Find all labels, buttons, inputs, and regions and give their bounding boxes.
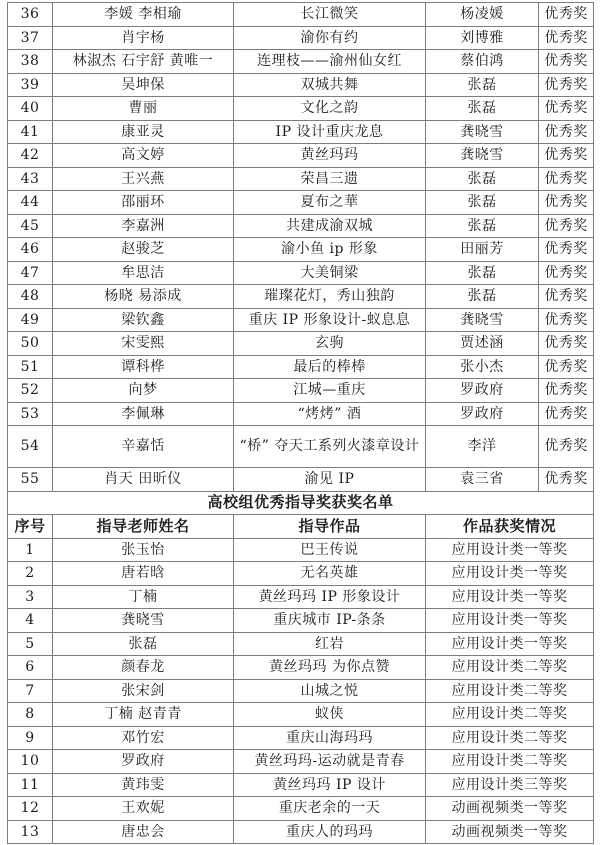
cell-instructor-name: 张磊	[426, 97, 539, 121]
cell-teacher-name: 龚晓雪	[53, 609, 234, 633]
cell-instructor-name: 张磊	[426, 261, 539, 285]
cell-guided-work: 巴王传说	[234, 538, 426, 562]
column-header-teacher-name: 指导老师姓名	[53, 515, 234, 539]
cell-guided-work: 无名英雄	[234, 562, 426, 586]
cell-author-names: 高文婷	[53, 144, 234, 168]
award-winners-table	[7, 2, 594, 844]
cell-instructor-name: 张磊	[426, 167, 539, 191]
cell-award-level: 优秀奖	[539, 379, 594, 403]
cell-author-names: 谭科桦	[53, 355, 234, 379]
cell-work-title: 双城共舞	[234, 73, 426, 97]
table-row	[8, 468, 594, 492]
cell-author-names: 辛嘉恬	[53, 426, 234, 468]
cell-teacher-name: 邓竹宏	[53, 726, 234, 750]
cell-serial-number: 53	[8, 402, 53, 426]
cell-author-names: 林淑杰 石宇舒 黄唯一	[53, 50, 234, 74]
cell-award-level: 优秀奖	[539, 261, 594, 285]
cell-serial-number: 9	[8, 726, 53, 750]
cell-guided-work: 蚁侠	[234, 703, 426, 727]
cell-award-level: 优秀奖	[539, 167, 594, 191]
cell-teacher-name: 黄玮雯	[53, 773, 234, 797]
table-row	[8, 820, 594, 844]
table-row	[8, 609, 594, 633]
cell-guided-work: 重庆城市 IP-条条	[234, 609, 426, 633]
cell-work-title: IP 设计重庆龙息	[234, 120, 426, 144]
cell-serial-number: 54	[8, 426, 53, 468]
cell-award-level: 优秀奖	[539, 355, 594, 379]
cell-teacher-name: 丁楠	[53, 585, 234, 609]
cell-guided-work: 重庆山海玛玛	[234, 726, 426, 750]
cell-instructor-name: 杨凌媛	[426, 3, 539, 27]
cell-work-title: 夏布之華	[234, 191, 426, 215]
cell-award-level: 优秀奖	[539, 26, 594, 50]
cell-award-status: 应用设计类三等奖	[426, 773, 594, 797]
cell-work-title: 文化之韵	[234, 97, 426, 121]
column-header-serial-number: 序号	[8, 515, 53, 539]
cell-teacher-name: 张宋剑	[53, 679, 234, 703]
cell-award-level: 优秀奖	[539, 191, 594, 215]
cell-instructor-name: 贾述涵	[426, 332, 539, 356]
cell-serial-number: 39	[8, 73, 53, 97]
cell-teacher-name: 唐若晗	[53, 562, 234, 586]
cell-serial-number: 41	[8, 120, 53, 144]
cell-work-title: 江城—重庆	[234, 379, 426, 403]
cell-teacher-name: 颜春龙	[53, 656, 234, 680]
table-row	[8, 238, 594, 262]
table-row	[8, 120, 594, 144]
cell-award-status: 应用设计类一等奖	[426, 585, 594, 609]
cell-serial-number: 51	[8, 355, 53, 379]
cell-work-title: 渝你有约	[234, 26, 426, 50]
cell-work-title: 荣昌三遗	[234, 167, 426, 191]
table-row	[8, 214, 594, 238]
cell-award-status: 应用设计类一等奖	[426, 562, 594, 586]
cell-serial-number: 44	[8, 191, 53, 215]
cell-serial-number: 6	[8, 656, 53, 680]
cell-award-level: 优秀奖	[539, 50, 594, 74]
column-header-guided-work: 指导作品	[234, 515, 426, 539]
cell-serial-number: 42	[8, 144, 53, 168]
cell-serial-number: 3	[8, 585, 53, 609]
column-header-award-status: 作品获奖情况	[426, 515, 594, 539]
table-row	[8, 632, 594, 656]
cell-author-names: 康亚灵	[53, 120, 234, 144]
cell-award-status: 应用设计类一等奖	[426, 609, 594, 633]
table-row	[8, 332, 594, 356]
table-row	[8, 355, 594, 379]
table-row	[8, 585, 594, 609]
cell-serial-number: 45	[8, 214, 53, 238]
cell-instructor-name: 罗政府	[426, 402, 539, 426]
cell-serial-number: 48	[8, 285, 53, 309]
cell-serial-number: 10	[8, 750, 53, 774]
cell-serial-number: 2	[8, 562, 53, 586]
table-row	[8, 97, 594, 121]
cell-award-level: 优秀奖	[539, 332, 594, 356]
cell-award-level: 优秀奖	[539, 214, 594, 238]
cell-author-names: 李媛 李相瑜	[53, 3, 234, 27]
cell-guided-work: 重庆老余的一天	[234, 797, 426, 821]
table-row	[8, 308, 594, 332]
cell-serial-number: 40	[8, 97, 53, 121]
cell-instructor-name: 张磊	[426, 214, 539, 238]
cell-award-level: 优秀奖	[539, 120, 594, 144]
cell-serial-number: 55	[8, 468, 53, 492]
cell-serial-number: 38	[8, 50, 53, 74]
table-row	[8, 538, 594, 562]
cell-author-names: 牟思洁	[53, 261, 234, 285]
cell-award-status: 应用设计类一等奖	[426, 538, 594, 562]
cell-author-names: 赵骏芝	[53, 238, 234, 262]
table-row	[8, 285, 594, 309]
table-row	[8, 426, 594, 468]
cell-author-names: 杨晓 易添成	[53, 285, 234, 309]
table-row	[8, 50, 594, 74]
cell-work-title: 渝见 IP	[234, 468, 426, 492]
cell-work-title: “桥” 夺天工系列火漆章设计	[234, 426, 426, 468]
cell-work-title: “烤烤” 酒	[234, 402, 426, 426]
cell-work-title: 黄丝玛玛	[234, 144, 426, 168]
cell-serial-number: 46	[8, 238, 53, 262]
table-row	[8, 167, 594, 191]
cell-serial-number: 8	[8, 703, 53, 727]
cell-award-status: 动画视频类一等奖	[426, 820, 594, 844]
cell-award-level: 优秀奖	[539, 426, 594, 468]
cell-author-names: 李佩琳	[53, 402, 234, 426]
cell-award-level: 优秀奖	[539, 97, 594, 121]
cell-award-status: 应用设计类二等奖	[426, 679, 594, 703]
cell-teacher-name: 张磊	[53, 632, 234, 656]
cell-award-level: 优秀奖	[539, 144, 594, 168]
cell-award-level: 优秀奖	[539, 308, 594, 332]
cell-instructor-name: 田丽芳	[426, 238, 539, 262]
cell-award-level: 优秀奖	[539, 73, 594, 97]
cell-award-status: 动画视频类一等奖	[426, 797, 594, 821]
cell-guided-work: 红岩	[234, 632, 426, 656]
cell-instructor-name: 龚晓雪	[426, 120, 539, 144]
cell-instructor-name: 李洋	[426, 426, 539, 468]
cell-work-title: 连理枝——渝州仙女红	[234, 50, 426, 74]
cell-author-names: 向梦	[53, 379, 234, 403]
cell-instructor-name: 罗政府	[426, 379, 539, 403]
table-row	[8, 750, 594, 774]
cell-serial-number: 52	[8, 379, 53, 403]
cell-serial-number: 43	[8, 167, 53, 191]
cell-serial-number: 5	[8, 632, 53, 656]
cell-serial-number: 1	[8, 538, 53, 562]
cell-award-status: 应用设计类二等奖	[426, 703, 594, 727]
table-row	[8, 379, 594, 403]
cell-guided-work: 黄丝玛玛-运动就是青春	[234, 750, 426, 774]
cell-author-names: 李嘉洲	[53, 214, 234, 238]
cell-serial-number: 49	[8, 308, 53, 332]
cell-serial-number: 4	[8, 609, 53, 633]
cell-teacher-name: 王欢妮	[53, 797, 234, 821]
table-row	[8, 656, 594, 680]
table-row	[8, 73, 594, 97]
cell-work-title: 渝小鱼 ip 形象	[234, 238, 426, 262]
cell-serial-number: 12	[8, 797, 53, 821]
cell-award-level: 优秀奖	[539, 468, 594, 492]
cell-instructor-name: 张磊	[426, 73, 539, 97]
cell-teacher-name: 唐忠会	[53, 820, 234, 844]
cell-author-names: 王兴燕	[53, 167, 234, 191]
cell-guided-work: 黄丝玛玛 IP 设计	[234, 773, 426, 797]
cell-serial-number: 13	[8, 820, 53, 844]
cell-guided-work: 黄丝玛玛 为你点赞	[234, 656, 426, 680]
table-row	[8, 726, 594, 750]
cell-serial-number: 11	[8, 773, 53, 797]
cell-guided-work: 山城之悦	[234, 679, 426, 703]
table-row	[8, 703, 594, 727]
cell-author-names: 梁钦鑫	[53, 308, 234, 332]
table-row	[8, 26, 594, 50]
column-header-row	[8, 515, 594, 539]
section-title: 高校组优秀指导奖获奖名单	[8, 491, 594, 515]
cell-instructor-name: 龚晓雪	[426, 144, 539, 168]
cell-work-title: 最后的棒棒	[234, 355, 426, 379]
cell-serial-number: 50	[8, 332, 53, 356]
cell-instructor-name: 张磊	[426, 285, 539, 309]
cell-author-names: 宋雯熙	[53, 332, 234, 356]
table-row	[8, 261, 594, 285]
cell-award-level: 优秀奖	[539, 402, 594, 426]
cell-award-level: 优秀奖	[539, 238, 594, 262]
cell-award-status: 应用设计类二等奖	[426, 656, 594, 680]
cell-award-status: 应用设计类二等奖	[426, 726, 594, 750]
cell-work-title: 共建成渝双城	[234, 214, 426, 238]
cell-award-level: 优秀奖	[539, 285, 594, 309]
cell-award-status: 应用设计类一等奖	[426, 632, 594, 656]
cell-work-title: 璀璨花灯，秀山独韵	[234, 285, 426, 309]
cell-work-title: 重庆 IP 形象设计-蚁息息	[234, 308, 426, 332]
cell-instructor-name: 刘博雅	[426, 26, 539, 50]
cell-award-status: 应用设计类二等奖	[426, 750, 594, 774]
section-title-row	[8, 491, 594, 515]
table-row	[8, 773, 594, 797]
cell-serial-number: 37	[8, 26, 53, 50]
cell-serial-number: 36	[8, 3, 53, 27]
cell-teacher-name: 张玉怡	[53, 538, 234, 562]
cell-teacher-name: 罗政府	[53, 750, 234, 774]
cell-author-names: 吴坤保	[53, 73, 234, 97]
cell-guided-work: 黄丝玛玛 IP 形象设计	[234, 585, 426, 609]
table-row	[8, 191, 594, 215]
cell-serial-number: 7	[8, 679, 53, 703]
table-row	[8, 679, 594, 703]
cell-work-title: 大美铜梁	[234, 261, 426, 285]
cell-teacher-name: 丁楠 赵青青	[53, 703, 234, 727]
cell-author-names: 肖宇杨	[53, 26, 234, 50]
cell-instructor-name: 袁三省	[426, 468, 539, 492]
cell-serial-number: 47	[8, 261, 53, 285]
cell-instructor-name: 张小杰	[426, 355, 539, 379]
cell-award-level: 优秀奖	[539, 3, 594, 27]
cell-instructor-name: 蔡伯鸿	[426, 50, 539, 74]
table-row	[8, 144, 594, 168]
cell-instructor-name: 张磊	[426, 191, 539, 215]
cell-work-title: 玄驹	[234, 332, 426, 356]
cell-author-names: 曹丽	[53, 97, 234, 121]
cell-guided-work: 重庆人的玛玛	[234, 820, 426, 844]
table-row	[8, 402, 594, 426]
table-row	[8, 562, 594, 586]
cell-work-title: 长江微笑	[234, 3, 426, 27]
table-row	[8, 797, 594, 821]
table-row	[8, 3, 594, 27]
cell-author-names: 邵丽环	[53, 191, 234, 215]
cell-author-names: 肖天 田昕仪	[53, 468, 234, 492]
cell-instructor-name: 龚晓雪	[426, 308, 539, 332]
